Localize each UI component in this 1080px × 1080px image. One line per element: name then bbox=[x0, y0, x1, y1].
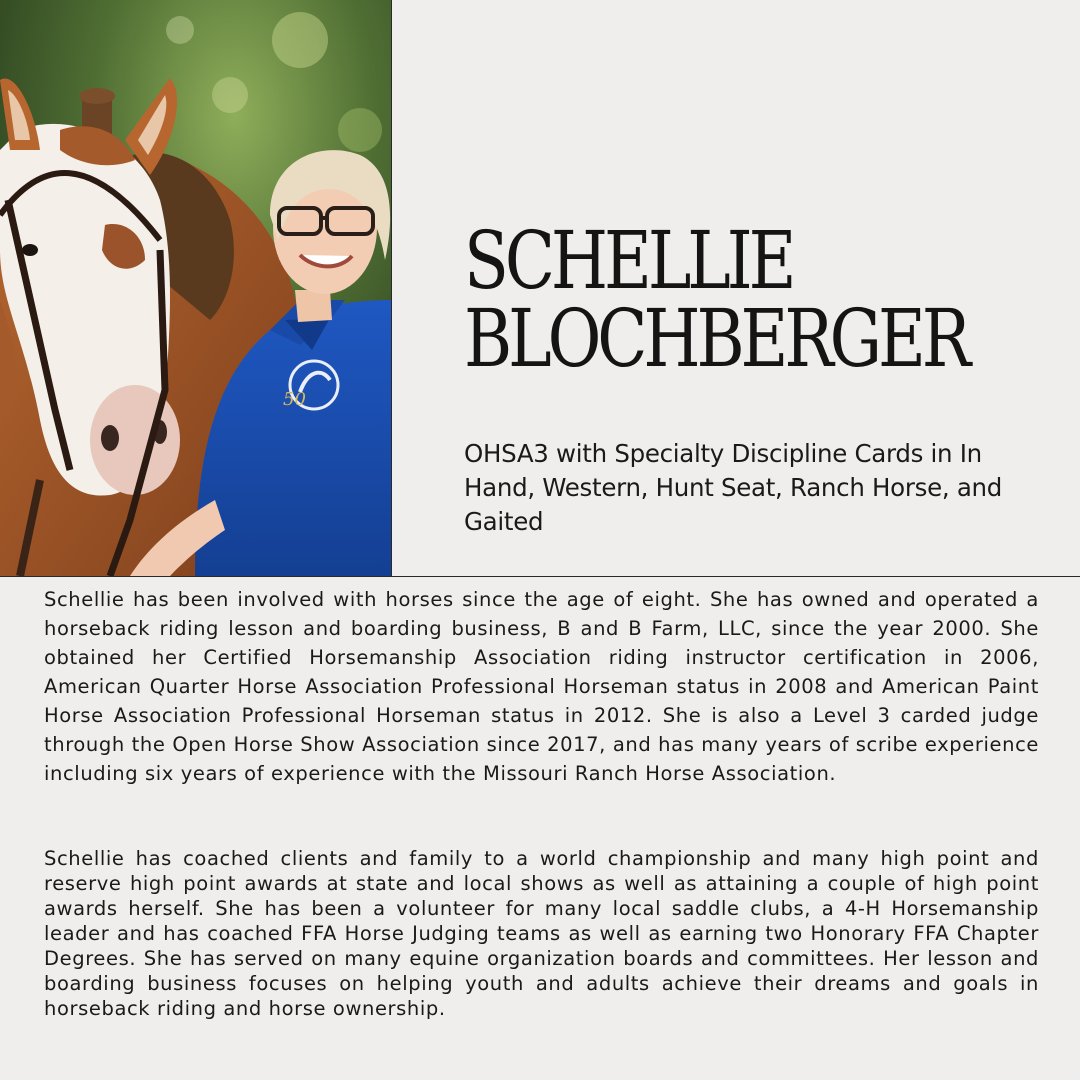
profile-photo bbox=[0, 0, 391, 576]
credentials-text: OHSA3 with Specialty Discipline Cards in In Hand, Western, Hunt Seat, Ranch Horse, and Gaited bbox=[464, 439, 1003, 536]
name-last: BLOCHBERGER bbox=[464, 292, 968, 385]
photo-badge-text: 50 bbox=[283, 389, 306, 410]
bio-paragraph-2: Schellie has coached clients and family to a world championship and many high point and reserve high point awards at state and local shows as well as attaining a couple of high point awards herself. She has been a volunteer for many local saddle clubs, a 4-H Horsemanship leader and has coached FFA Horse Judging teams as well as earning two Honorary FFA Chapter Degrees. She has served on many equine organization boards and committees. Her lesson and boarding business focuses on helping youth and adults achieve their dreams and goals in horseback riding and horse ownership. bbox=[44, 847, 1039, 1020]
bio-paragraph-1: Schellie has been involved with horses since the age of eight. She has owned and operated a horseback riding lesson and boarding business, B and B Farm, LLC, since the year 2000. She obtained her Certified Horsemanship Association riding instructor certification in 2006, American Quarter Horse Association Professional Horseman status in 2008 and American Paint Horse Association Professional Horseman status in 2012. She is also a Level 3 carded judge through the Open Horse Show Association since 2017, and has many years of scribe experience including six years of experience with the Missouri Ranch Horse Association. bbox=[44, 588, 1039, 785]
vertical-divider bbox=[391, 0, 392, 576]
horizontal-divider bbox=[0, 576, 1080, 577]
person-name bbox=[464, 214, 968, 385]
name-first: SCHELLIE bbox=[464, 214, 793, 307]
